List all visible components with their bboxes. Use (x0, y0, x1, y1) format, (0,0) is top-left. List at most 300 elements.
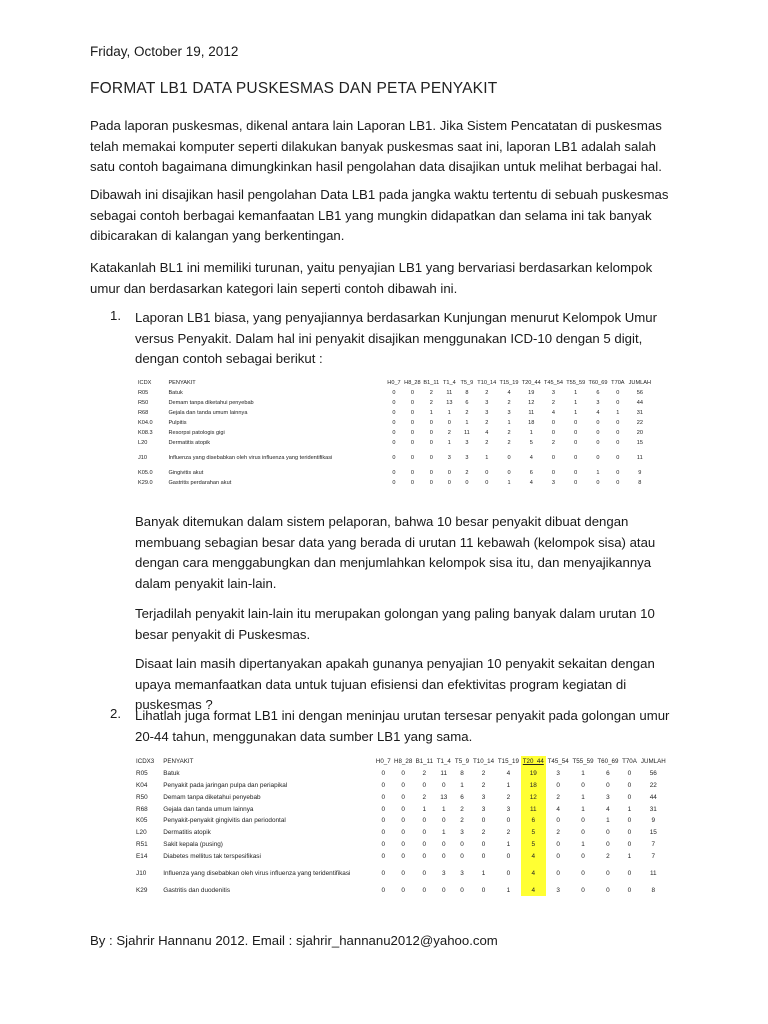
value-cell: 0 (422, 829, 427, 837)
icd-code-cell: K08.3 (138, 430, 153, 436)
value-cell: 8 (638, 480, 642, 486)
value-cell: 1 (529, 430, 533, 436)
value-cell: 2 (551, 400, 556, 406)
value-cell: 0 (381, 852, 386, 860)
table-row (136, 839, 668, 851)
value-cell: 0 (616, 390, 620, 396)
value-cell: 0 (574, 455, 578, 461)
value-cell: 0 (596, 430, 600, 436)
table-row (136, 850, 668, 862)
table-row (136, 791, 668, 803)
value-cell: 1 (596, 470, 600, 476)
table-row (138, 408, 653, 418)
value-cell: 11 (649, 869, 657, 877)
value-cell: 2 (506, 829, 511, 837)
value-cell: 6 (521, 815, 546, 827)
value-cell: 2 (606, 852, 610, 860)
value-cell: 11 (521, 803, 546, 815)
value-cell: 0 (401, 770, 405, 778)
value-cell: 0 (429, 470, 433, 476)
table-row (138, 388, 653, 398)
disease-name-cell: Gejala dan tanda umum lainnya (163, 805, 254, 813)
value-cell: 0 (551, 470, 556, 476)
value-cell: 1 (627, 852, 632, 860)
value-cell: 0 (556, 869, 560, 877)
value-cell: 1 (506, 781, 511, 789)
value-cell: 0 (392, 400, 396, 406)
value-cell: 31 (636, 410, 643, 416)
list-item-1-intro: Laporan LB1 biasa, yang penyajiannya berdasarkan Kunjungan menurut Kelompok Umur versus Penyakit. Dalam hal ini penyakit disajikan menggunakan ICD-10 dengan 5 digit, dengan contoh sebagai berikut : (135, 310, 657, 366)
icd-code-cell: R05 (138, 390, 149, 396)
value-cell: 0 (401, 793, 405, 801)
value-cell: 0 (627, 840, 632, 848)
value-cell: 0 (381, 886, 386, 894)
value-cell: 0 (616, 430, 620, 436)
value-cell: 1 (422, 805, 427, 813)
list-item-1-paragraph-c: Disaat lain masih dipertanyakan apakah gunanya penyajian 10 penyakit sekaitan dengan upaya memanfaatkan data untuk tujuan efisiensi dan efektivitas program kegiatan di puskesmas ? (135, 656, 655, 712)
value-cell: 3 (551, 480, 556, 486)
value-cell: 6 (606, 770, 610, 778)
value-cell: 3 (606, 793, 610, 801)
value-cell: 3 (596, 400, 600, 406)
value-cell: 2 (481, 770, 486, 778)
value-cell: 0 (401, 840, 405, 848)
value-cell: 3 (485, 400, 489, 406)
value-cell: 0 (381, 781, 386, 789)
value-cell: 0 (410, 430, 414, 436)
value-cell: 3 (465, 440, 469, 446)
column-header: T70A (622, 758, 637, 766)
value-cell: 7 (651, 840, 656, 848)
value-cell: 0 (596, 480, 600, 486)
value-cell: 4 (551, 410, 556, 416)
icd-code-cell: K29 (136, 886, 148, 894)
disease-name-cell: Dermatitis atopik (168, 440, 211, 446)
value-cell: 0 (581, 852, 585, 860)
value-cell: 3 (506, 805, 511, 813)
column-header: T15_19 (499, 380, 519, 386)
value-cell: 2 (485, 440, 489, 446)
icd-code-cell: R50 (138, 400, 149, 406)
value-cell: 1 (447, 410, 451, 416)
value-cell: 4 (507, 390, 511, 396)
value-cell: 0 (392, 430, 396, 436)
value-cell: 2 (422, 793, 427, 801)
column-header: JUMLAH (640, 758, 666, 766)
column-header: H8_28 (394, 758, 413, 766)
value-cell: 0 (381, 805, 386, 813)
icd-code-cell: L20 (136, 829, 147, 837)
value-cell: 0 (574, 420, 578, 426)
value-cell: 0 (410, 470, 414, 476)
disease-name-cell: Influenza yang disebabkan oleh virus influenza yang teridentifikasi (163, 869, 351, 877)
value-cell: 3 (507, 410, 511, 416)
value-cell: 0 (506, 852, 511, 860)
table-row (136, 827, 668, 839)
column-header: B1_11 (415, 758, 434, 766)
value-cell: 0 (447, 420, 451, 426)
value-cell: 2 (465, 410, 469, 416)
disease-name-cell: Batuk (163, 770, 180, 778)
value-cell: 0 (581, 781, 585, 789)
value-cell: 9 (651, 817, 656, 825)
value-cell: 13 (446, 400, 453, 406)
value-cell: 0 (627, 829, 632, 837)
value-cell: 0 (441, 781, 446, 789)
value-cell: 0 (447, 470, 451, 476)
column-header: T5_9 (454, 758, 470, 766)
value-cell: 44 (649, 793, 657, 801)
value-cell: 0 (627, 781, 632, 789)
value-cell: 0 (627, 869, 632, 877)
value-cell: 2 (485, 390, 489, 396)
value-cell: 0 (410, 440, 414, 446)
value-cell: 20 (636, 430, 643, 436)
value-cell: 4 (529, 455, 533, 461)
value-cell: 0 (429, 440, 433, 446)
value-cell: 2 (429, 390, 433, 396)
column-header: T5_9 (460, 380, 474, 386)
value-cell: 0 (441, 817, 446, 825)
value-cell: 0 (551, 420, 556, 426)
value-cell: 15 (649, 829, 657, 837)
column-header: H0_7 (387, 380, 401, 386)
column-header: ICDX (138, 380, 152, 386)
icd-code-cell: K04 (136, 781, 148, 789)
value-cell: 0 (447, 480, 451, 486)
value-cell: 56 (636, 390, 643, 396)
value-cell: 0 (556, 781, 560, 789)
value-cell: 0 (422, 886, 427, 894)
value-cell: 2 (481, 781, 486, 789)
value-cell: 4 (506, 770, 511, 778)
value-cell: 0 (401, 805, 405, 813)
table-header-row (136, 756, 668, 768)
value-cell: 6 (529, 470, 533, 476)
icd-code-cell: R68 (136, 805, 148, 813)
value-cell: 2 (507, 400, 511, 406)
icd-code-cell: R51 (136, 840, 148, 848)
table-row (136, 780, 668, 792)
value-cell: 0 (392, 390, 396, 396)
value-cell: 1 (506, 840, 511, 848)
value-cell: 2 (447, 430, 451, 436)
value-cell: 0 (392, 410, 396, 416)
table-row (136, 862, 668, 884)
value-cell: 0 (574, 430, 578, 436)
paragraph-intro: Pada laporan puskesmas, dikenal antara lain Laporan LB1. Jika Sistem Pencatatan di puskesmas telah memakai komputer seperti dilakukan banyak puskesmas saat ini, laporan LB1 adalah salah satu contoh bagaimana dimungkinkan hasil pengolahan data disajikan untuk melihat berbagai hal. (90, 118, 662, 174)
lb1-table-sorted-20-44 (136, 756, 668, 896)
value-cell: 0 (616, 455, 620, 461)
value-cell: 4 (521, 862, 546, 884)
value-cell: 0 (606, 840, 610, 848)
value-cell: 0 (574, 440, 578, 446)
icd-code-cell: J10 (136, 869, 147, 877)
disease-name-cell: Gejala dan tanda umum lainnya (168, 410, 248, 416)
value-cell: 4 (521, 850, 546, 862)
column-header: ICDX3 (136, 758, 155, 766)
value-cell: 0 (441, 852, 446, 860)
value-cell: 0 (556, 840, 560, 848)
value-cell: 0 (606, 781, 610, 789)
table-row (136, 803, 668, 815)
table-header-row (138, 378, 653, 388)
value-cell: 0 (551, 455, 556, 461)
table-row (136, 815, 668, 827)
value-cell: 3 (481, 805, 486, 813)
icd-code-cell: K05 (136, 817, 148, 825)
document-date: Friday, October 19, 2012 (90, 44, 239, 59)
value-cell: 12 (521, 791, 546, 803)
value-cell: 0 (441, 886, 446, 894)
column-header: T15_19 (497, 758, 519, 766)
value-cell: 4 (606, 805, 610, 813)
list-number-2: 2. (110, 706, 121, 721)
value-cell: 8 (460, 770, 464, 778)
value-cell: 8 (651, 886, 656, 894)
value-cell: 1 (465, 420, 469, 426)
column-header: PENYAKIT (163, 758, 194, 766)
value-cell: 0 (401, 869, 405, 877)
column-header: B1_11 (423, 380, 440, 386)
icd-code-cell: R50 (136, 793, 148, 801)
value-cell: 1 (574, 410, 578, 416)
value-cell: 7 (651, 852, 656, 860)
value-cell: 3 (460, 869, 464, 877)
value-cell: 18 (528, 420, 535, 426)
value-cell: 0 (401, 781, 405, 789)
icd-code-cell: K29.0 (138, 480, 153, 486)
value-cell: 0 (392, 420, 396, 426)
value-cell: 1 (441, 829, 446, 837)
value-cell: 0 (507, 455, 511, 461)
column-header: T1_4 (436, 758, 451, 766)
table-row (138, 468, 653, 478)
value-cell: 12 (528, 400, 535, 406)
value-cell: 2 (481, 829, 486, 837)
column-header: T45_54 (547, 758, 569, 766)
value-cell: 0 (485, 470, 489, 476)
author-footer: By : Sjahrir Hannanu 2012. Email : sjahrir_hannanu2012@yahoo.com (90, 933, 498, 948)
column-header: T20_44 (521, 380, 541, 386)
value-cell: 1 (507, 480, 511, 486)
value-cell: 0 (574, 480, 578, 486)
value-cell: 0 (556, 817, 560, 825)
icd-code-cell: J10 (138, 455, 148, 461)
column-header: PENYAKIT (168, 380, 196, 386)
value-cell: 31 (649, 805, 657, 813)
value-cell: 0 (422, 852, 427, 860)
value-cell: 0 (429, 480, 433, 486)
value-cell: 5 (521, 827, 546, 839)
value-cell: 22 (649, 781, 657, 789)
value-cell: 0 (460, 886, 464, 894)
value-cell: 0 (401, 852, 405, 860)
disease-name-cell: Dermatitis atopik (163, 829, 211, 837)
value-cell: 19 (521, 768, 546, 780)
value-cell: 2 (507, 440, 511, 446)
value-cell: 1 (441, 805, 446, 813)
value-cell: 0 (392, 470, 396, 476)
value-cell: 56 (649, 770, 657, 778)
value-cell: 0 (410, 400, 414, 406)
value-cell: 11 (440, 770, 448, 778)
value-cell: 1 (447, 440, 451, 446)
value-cell: 0 (460, 852, 464, 860)
value-cell: 0 (581, 869, 585, 877)
value-cell: 0 (581, 829, 585, 837)
value-cell: 22 (636, 420, 643, 426)
value-cell: 3 (465, 455, 469, 461)
value-cell: 0 (465, 480, 469, 486)
disease-name-cell: Pulpitis (168, 420, 187, 426)
value-cell: 0 (441, 840, 446, 848)
disease-name-cell: Penyakit pada jaringan pulpa dan periapikal (163, 781, 288, 789)
value-cell: 2 (465, 470, 469, 476)
value-cell: 11 (463, 430, 470, 436)
value-cell: 0 (596, 455, 600, 461)
lb1-table-basic (138, 378, 653, 488)
value-cell: 2 (506, 793, 511, 801)
value-cell: 0 (606, 829, 610, 837)
table-row (138, 438, 653, 448)
column-header: T60_69 (597, 758, 619, 766)
value-cell: 2 (460, 805, 464, 813)
value-cell: 0 (606, 886, 610, 894)
value-cell: 1 (574, 400, 578, 406)
column-header: H0_7 (375, 758, 391, 766)
value-cell: 0 (410, 390, 414, 396)
value-cell: 3 (447, 455, 451, 461)
value-cell: 13 (440, 793, 448, 801)
value-cell: 6 (465, 400, 469, 406)
table-row (136, 768, 668, 780)
value-cell: 0 (616, 470, 620, 476)
value-cell: 0 (401, 886, 405, 894)
icd-code-cell: R05 (136, 770, 148, 778)
value-cell: 0 (627, 886, 632, 894)
value-cell: 0 (381, 840, 386, 848)
value-cell: 0 (422, 869, 427, 877)
value-cell: 2 (556, 793, 560, 801)
value-cell: 6 (596, 390, 600, 396)
value-cell: 2 (429, 400, 433, 406)
value-cell: 0 (581, 886, 585, 894)
value-cell: 3 (556, 770, 560, 778)
value-cell: 0 (481, 852, 486, 860)
value-cell: 0 (422, 840, 427, 848)
table-row (138, 418, 653, 428)
value-cell: 3 (556, 886, 560, 894)
column-header: T10_14 (473, 758, 495, 766)
disease-name-cell: Resorpsi patologis gigi (168, 430, 225, 436)
value-cell: 11 (446, 390, 453, 396)
disease-name-cell: Influenza yang disebabkan oleh virus influenza yang teridentifikasi (168, 455, 333, 461)
value-cell: 4 (521, 884, 546, 896)
value-cell: 3 (441, 869, 446, 877)
value-cell: 15 (636, 440, 643, 446)
value-cell: 2 (422, 770, 427, 778)
value-cell: 1 (460, 781, 464, 789)
value-cell: 4 (485, 430, 489, 436)
value-cell: 0 (460, 840, 464, 848)
column-header: T55_59 (572, 758, 594, 766)
value-cell: 19 (528, 390, 535, 396)
value-cell: 0 (410, 420, 414, 426)
value-cell: 0 (616, 420, 620, 426)
value-cell: 0 (596, 420, 600, 426)
value-cell: 4 (556, 805, 560, 813)
column-header: T70A (611, 380, 625, 386)
value-cell: 2 (551, 440, 556, 446)
value-cell: 2 (507, 430, 511, 436)
column-header: T45_54 (544, 380, 563, 386)
value-cell: 8 (465, 390, 469, 396)
table-row (136, 884, 668, 896)
disease-name-cell: Demam tanpa diketahui penyebab (163, 793, 261, 801)
value-cell: 0 (616, 440, 620, 446)
value-cell: 4 (596, 410, 600, 416)
value-cell: 0 (556, 852, 560, 860)
value-cell: 0 (485, 480, 489, 486)
value-cell: 0 (481, 840, 486, 848)
value-cell: 6 (460, 793, 464, 801)
column-header: T60_69 (588, 380, 608, 386)
value-cell: 0 (410, 480, 414, 486)
column-header: H8_28 (404, 380, 421, 386)
icd-code-cell: E14 (136, 852, 148, 860)
column-header: T1_4 (442, 380, 456, 386)
value-cell: 0 (429, 455, 433, 461)
value-cell: 3 (481, 793, 486, 801)
value-cell: 0 (506, 869, 511, 877)
value-cell: 3 (551, 390, 556, 396)
value-cell: 18 (521, 780, 546, 792)
icd-code-cell: K04.0 (138, 420, 153, 426)
value-cell: 1 (627, 805, 632, 813)
value-cell: 0 (581, 817, 585, 825)
disease-name-cell: Diabetes mellitus tak terspesifikasi (163, 852, 261, 860)
disease-name-cell: Gastritis perdarahan akut (168, 480, 232, 486)
value-cell: 0 (410, 455, 414, 461)
list-item-1-paragraph-b: Terjadilah penyakit lain-lain itu merupakan golongan yang paling banyak dalam urutan 10 besar penyakit di Puskesmas. (135, 606, 655, 642)
value-cell: 5 (529, 440, 533, 446)
value-cell: 2 (556, 829, 560, 837)
value-cell: 1 (485, 455, 489, 461)
value-cell: 0 (627, 817, 632, 825)
icd-code-cell: K05.0 (138, 470, 153, 476)
disease-name-cell: Demam tanpa diketahui penyebab (168, 400, 254, 406)
value-cell: 0 (381, 793, 386, 801)
value-cell: 44 (636, 400, 643, 406)
value-cell: 0 (392, 480, 396, 486)
value-cell: 0 (606, 869, 610, 877)
table-row (138, 398, 653, 408)
disease-name-cell: Batuk (168, 390, 183, 396)
value-cell: 0 (381, 869, 386, 877)
value-cell: 1 (429, 410, 433, 416)
list-item-1-paragraph-a: Banyak ditemukan dalam sistem pelaporan, bahwa 10 besar penyakit dibuat dengan membuang sebagian besar data yang berada di urutan 11 kebawah (kelompok sisa) atau dengan cara menggabungkan dan menjumlahkan kelompok sisa itu, dan menyajikannya dalam penyakit lain-lain. (135, 514, 656, 591)
list-number-1: 1. (110, 308, 121, 323)
value-cell: 0 (381, 817, 386, 825)
value-cell: 0 (596, 440, 600, 446)
paragraph-derivative: Katakanlah BL1 ini memiliki turunan, yaitu penyajian LB1 yang bervariasi berdasarkan kelompok umur dan berdasarkan kategori lain seperti contoh dibawah ini. (90, 260, 653, 296)
list-item-2-intro: Lihatlah juga format LB1 ini dengan meninjau urutan tersesar penyakit pada golongan umur 20-44 tahun, menggunakan data sumber LB1 yang sama. (135, 708, 670, 744)
value-cell: 0 (481, 817, 486, 825)
value-cell: 0 (481, 886, 486, 894)
value-cell: 0 (392, 440, 396, 446)
icd-code-cell: L20 (138, 440, 148, 446)
